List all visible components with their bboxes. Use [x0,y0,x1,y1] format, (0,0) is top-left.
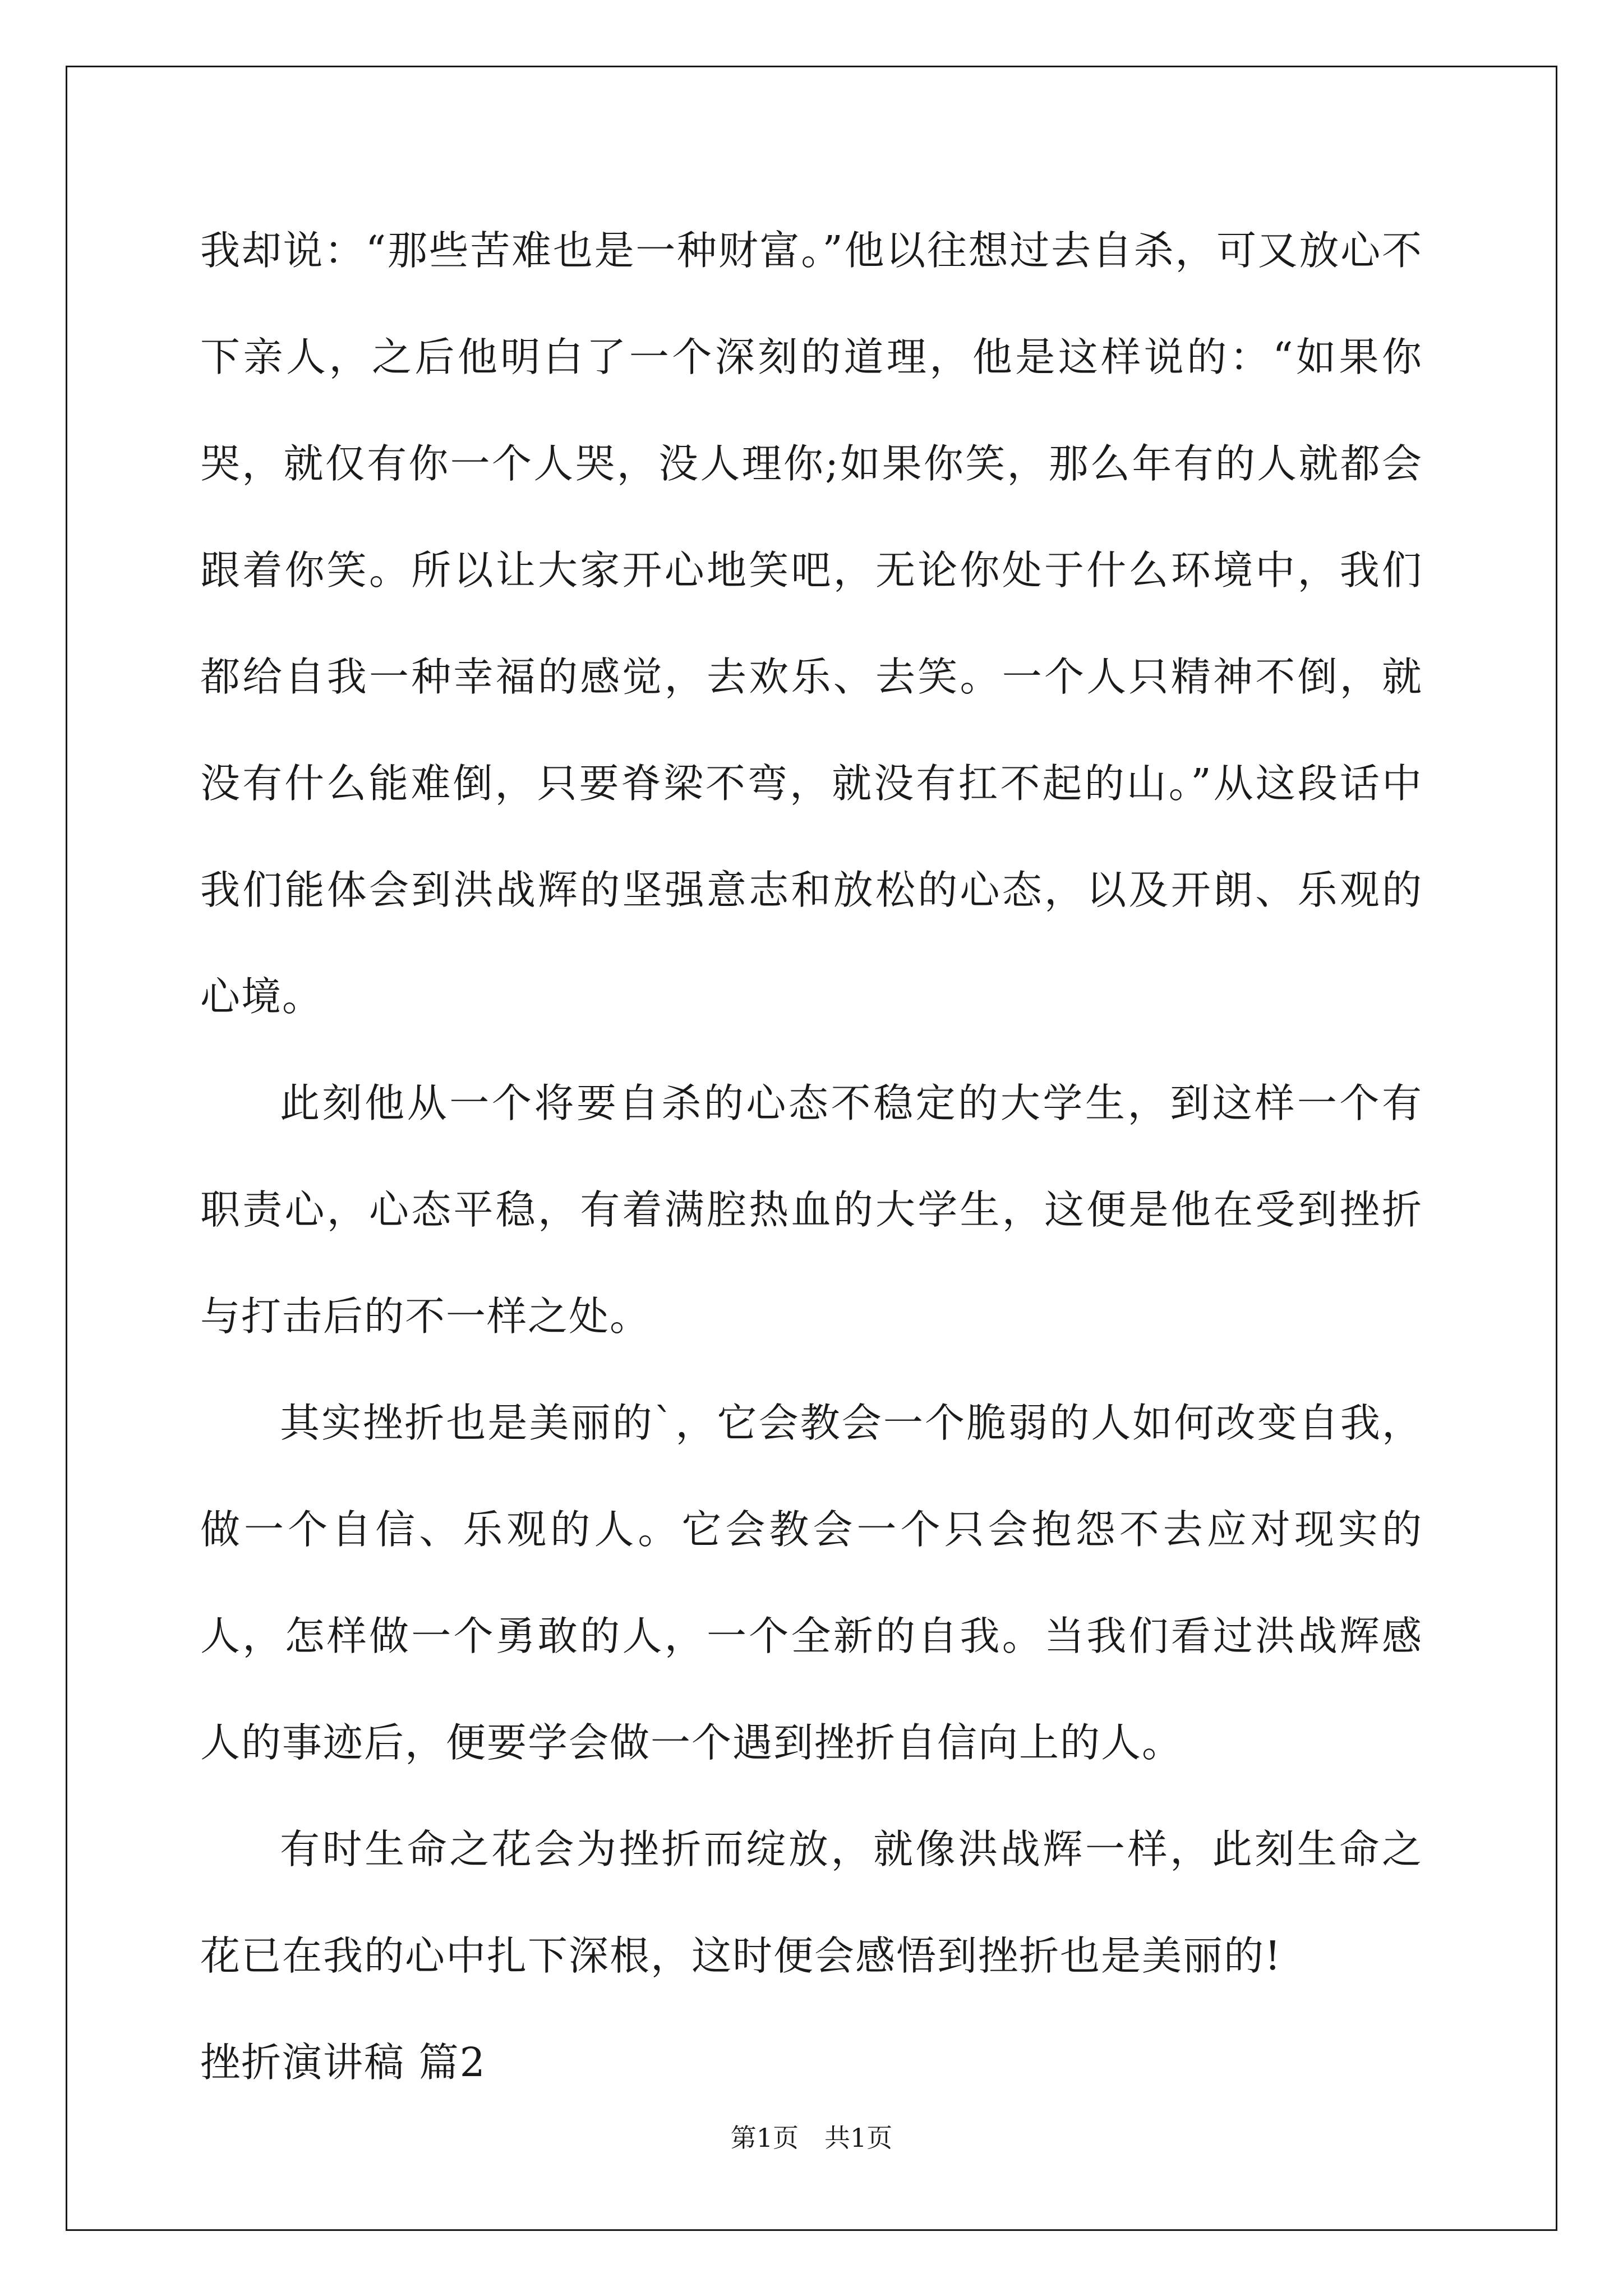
section-heading: 挫折演讲稿 篇2 [200,2039,486,2086]
document-body [200,197,1423,2116]
paragraph-2: 此刻他从一个将要自杀的心态不稳定的大学生，到这样一个有职责心，心态平稳，有着满腔热血的大学生，这便是他在受到挫折与打击后的不一样之处。 [200,1080,1423,1340]
paragraph-1: 我却说：“那些苦难也是一种财富。”他以往想过去自杀，可又放心不下亲人，之后他明白了一个深刻的道理，他是这样说的：“如果你哭，就仅有你一个人哭，没人理你;如果你笑，那么年有的人就都会跟着你笑。所以让大家开心地笑吧，无论你处于什么环境中，我们都给自我一种幸福的感觉，去欢乐、去笑。一个人只精神不倒，就没有什么能难倒，只要脊梁不弯，就没有扛不起的山。”从这段话中我们能体会到洪战辉的坚强意志和放松的心态，以及开朗、乐观的心境。 [200,227,1423,1020]
paragraph-3: 其实挫折也是美丽的`，它会教会一个脆弱的人如何改变自我，做一个自信、乐观的人。它会教会一个只会抱怨不去应对现实的人，怎样做一个勇敢的人，一个全新的自我。当我们看过洪战辉感人的事迹后，便要学会做一个遇到挫折自信向上的人。 [200,1400,1423,1766]
paragraph-4: 有时生命之花会为挫折而绽放，就像洪战辉一样，此刻生命之花已在我的心中扎下深根，这时便会感悟到挫折也是美丽的! [200,1826,1423,1979]
page-number-footer: 第1页 共1页 [730,2123,893,2153]
